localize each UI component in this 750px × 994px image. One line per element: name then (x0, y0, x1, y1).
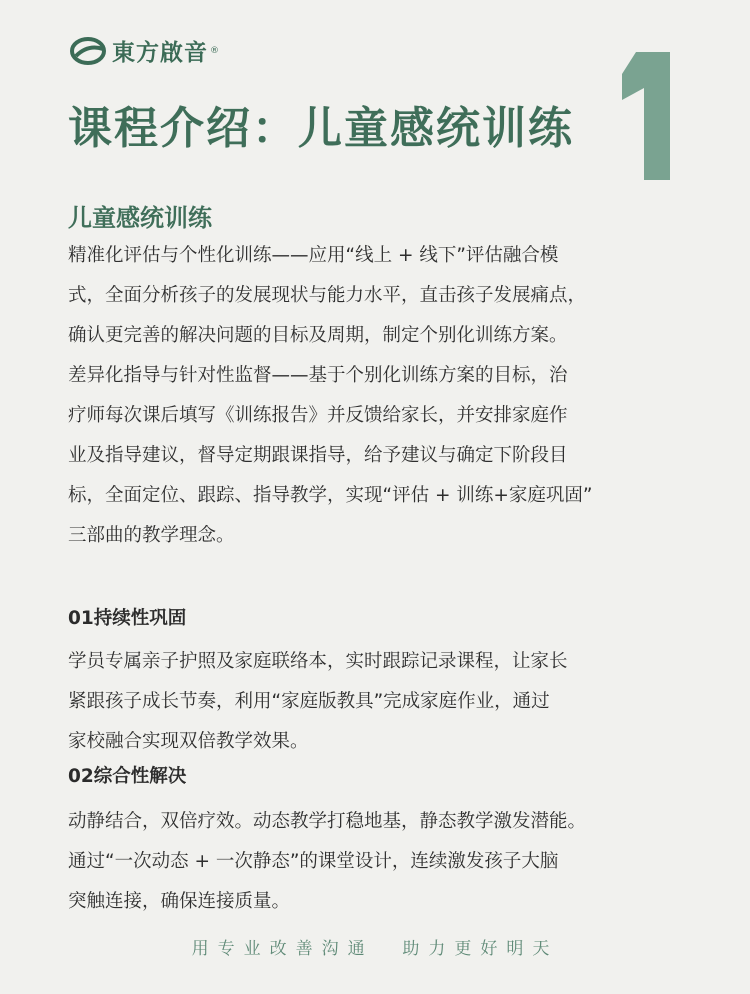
point-line: 紧跟孩子成长节奏，利用“家庭版教具”完成家庭作业，通过 (68, 691, 550, 712)
point-line: 突触连接，确保连接质量。 (68, 891, 291, 912)
intro-line: 差异化指导与针对性监督——基于个别化训练方案的目标，治 (68, 365, 568, 386)
point-line: 学员专属亲子护照及家庭联络本，实时跟踪记录课程，让家长 (68, 651, 568, 672)
intro-line: 标，全面定位、跟踪、指导教学，实现“评估 + 训练+家庭巩固” (68, 485, 593, 506)
point-line: 动静结合，双倍疗效。动态教学打稳地基，静态教学激发潜能。 (68, 811, 587, 832)
intro-line: 三部曲的教学理念。 (68, 525, 235, 546)
intro-paragraph (68, 236, 680, 556)
intro-line: 确认更完善的解决问题的目标及周期，制定个别化训练方案。 (68, 325, 568, 346)
intro-line: 疗师每次课后填写《训练报告》并反馈给家长，并安排家庭作 (68, 405, 568, 426)
point-paragraph-1 (68, 642, 680, 762)
intro-line: 式，全面分析孩子的发展现状与能力水平，直击孩子发展痛点， (68, 285, 587, 306)
brand-logo (70, 34, 219, 67)
point-paragraph-2 (68, 802, 680, 922)
point-heading-2: 02综合性解决 (68, 766, 187, 787)
page-title: 课程介绍：儿童感统训练 (68, 103, 574, 154)
section-heading: 儿童感统训练 (68, 204, 212, 232)
registered-mark: ® (210, 45, 219, 56)
intro-line: 业及指导建议，督导定期跟课指导，给予建议与确定下阶段目 (68, 445, 568, 466)
point-line: 通过“一次动态 + 一次静态”的课堂设计，连续激发孩子大脑 (68, 851, 559, 872)
logo-mark-icon (70, 36, 108, 66)
intro-line: 精准化评估与个性化训练——应用“线上 + 线下”评估融合模 (68, 245, 559, 266)
point-line: 家校融合实现双倍教学效果。 (68, 731, 309, 752)
point-heading-1: 01持续性巩固 (68, 608, 187, 629)
brand-name: 東方啟音 (112, 40, 208, 66)
title-number-graphic (614, 48, 676, 184)
footer-slogan: 用专业改善沟通 助力更好明天 (191, 939, 559, 959)
